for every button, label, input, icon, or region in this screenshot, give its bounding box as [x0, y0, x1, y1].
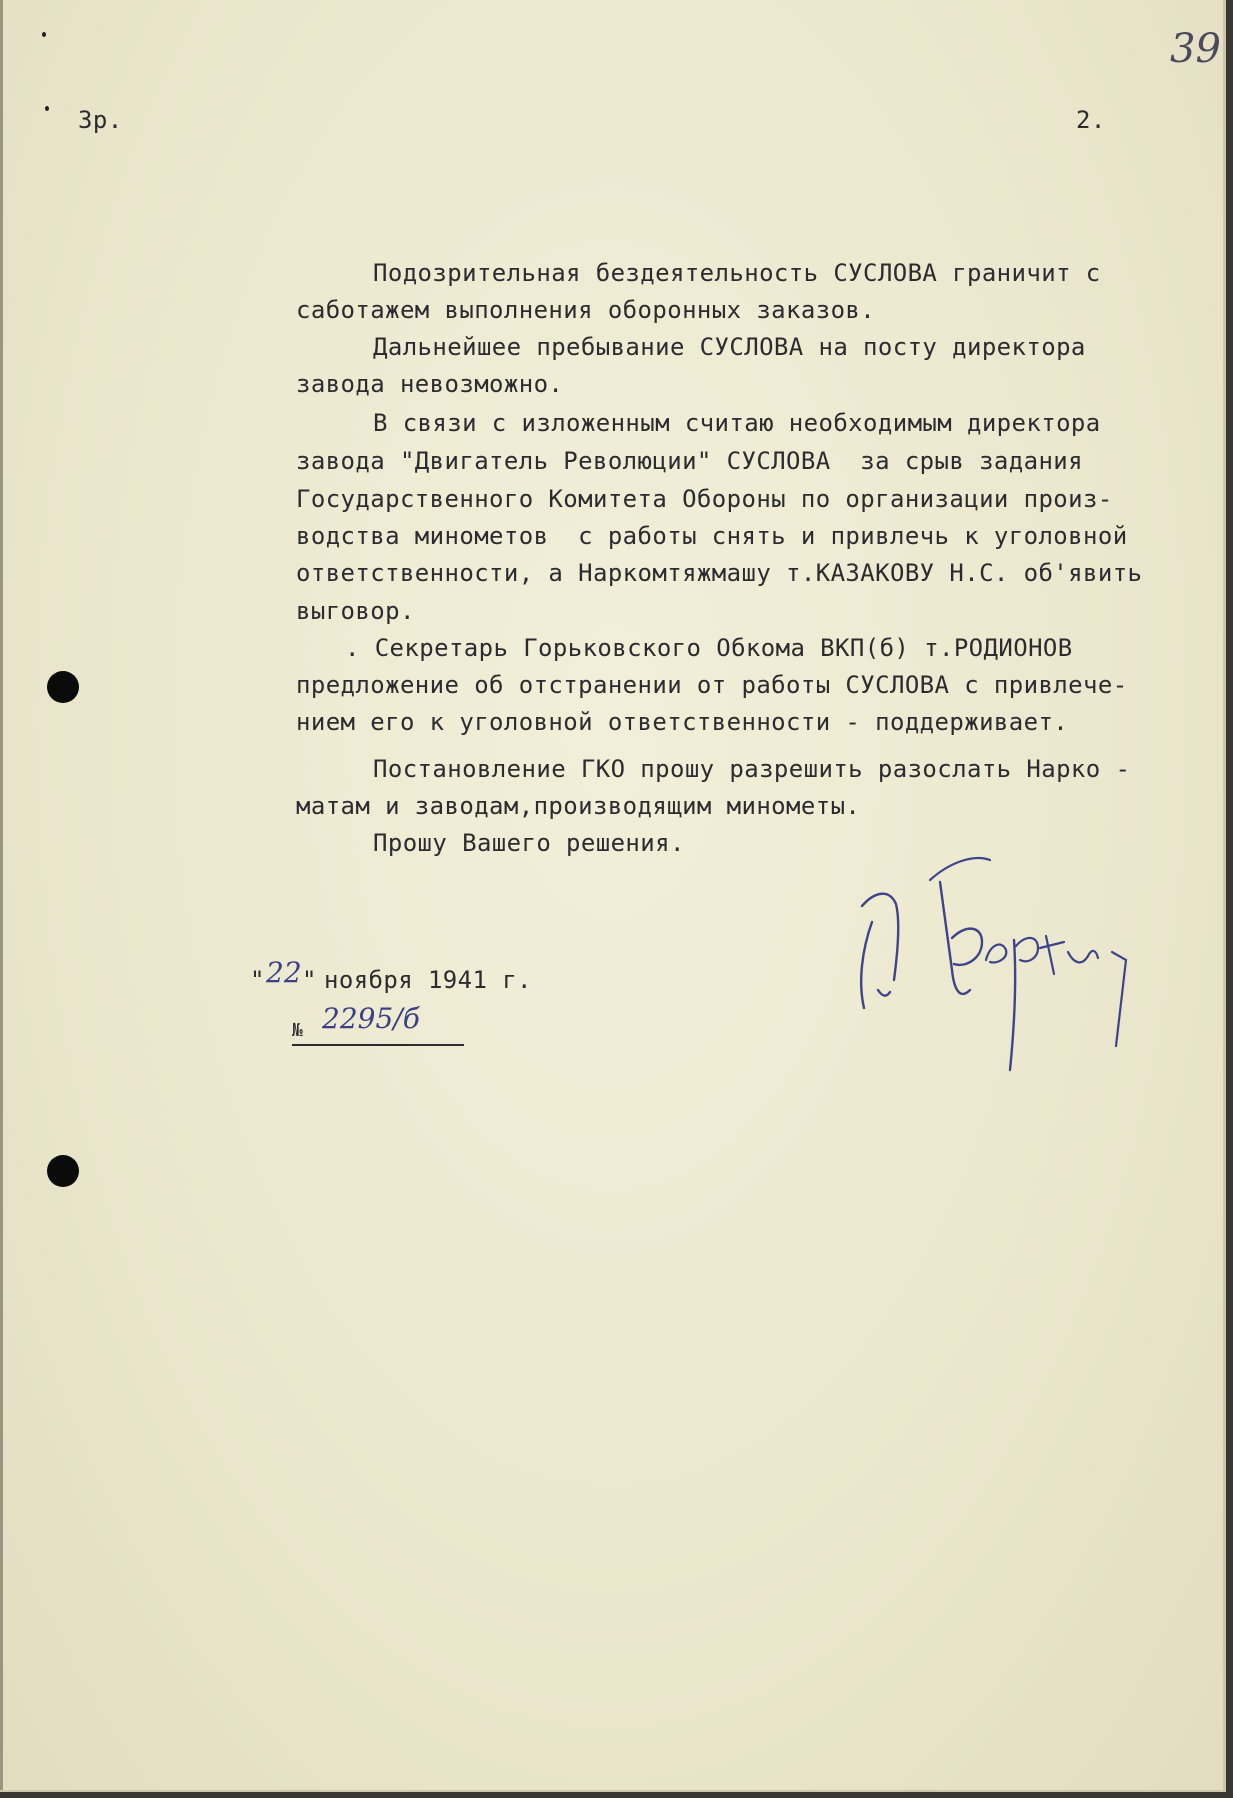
body-line: . Секретарь Горьковского Обкома ВКП(б) т.РОДИОНОВ: [345, 634, 1073, 662]
number-sign: №: [292, 1020, 304, 1041]
page-number: 2.: [1076, 106, 1106, 134]
date-close-quote: ": [302, 966, 317, 994]
body-line: Постановление ГКО прошу разрешить разослать Нарко -: [373, 755, 1131, 783]
body-line: предложение об отстранении от работы СУСЛОВА с привлече-: [296, 671, 1128, 699]
body-line: Дальнейшее пребывание СУСЛОВА на посту директора: [373, 333, 1086, 361]
body-line: нием его к уголовной ответственности - поддерживает.: [296, 708, 1069, 736]
outgoing-number: [292, 1002, 472, 1046]
date-open-quote: ": [250, 966, 265, 994]
body-line: ответственности, а Наркомтяжмашу т.КАЗАКОВУ Н.С. об'явить: [296, 559, 1143, 587]
number-value-handwritten: 2295/б: [322, 1002, 420, 1035]
ink-speck: [42, 32, 46, 37]
archive-page-number: 39: [1170, 26, 1221, 72]
body-line: выговор.: [296, 597, 415, 625]
binder-hole: [47, 1155, 79, 1187]
body-line: В связи с изложенным считаю необходимым директора: [373, 409, 1101, 437]
signature-graphic: [850, 840, 1150, 1080]
body-line: завода "Двигатель Революции" СУСЛОВА за срыв задания: [296, 447, 1084, 475]
body-line: Подозрительная бездеятельность СУСЛОВА граничит с: [373, 259, 1101, 287]
date-line: [250, 956, 570, 1002]
date-text: ноября 1941 г.: [324, 966, 532, 994]
body-line: Государственного Комитета Обороны по организации произ-: [296, 485, 1113, 513]
signature: [850, 840, 1150, 1080]
number-underline: [292, 1044, 464, 1046]
date-day-handwritten: 22: [266, 956, 302, 989]
body-line: Прошу Вашего решения.: [373, 829, 685, 857]
body-line: завода невозможно.: [296, 370, 564, 398]
body-line: матам и заводам,производящим минометы.: [296, 792, 861, 820]
body-line: водства минометов с работы снять и привлечь к уголовной: [296, 522, 1128, 550]
copy-mark: 3р.: [78, 106, 123, 134]
binder-hole: [47, 671, 79, 703]
body-line: саботажем выполнения оборонных заказов.: [296, 296, 876, 324]
ink-speck: [45, 106, 49, 111]
